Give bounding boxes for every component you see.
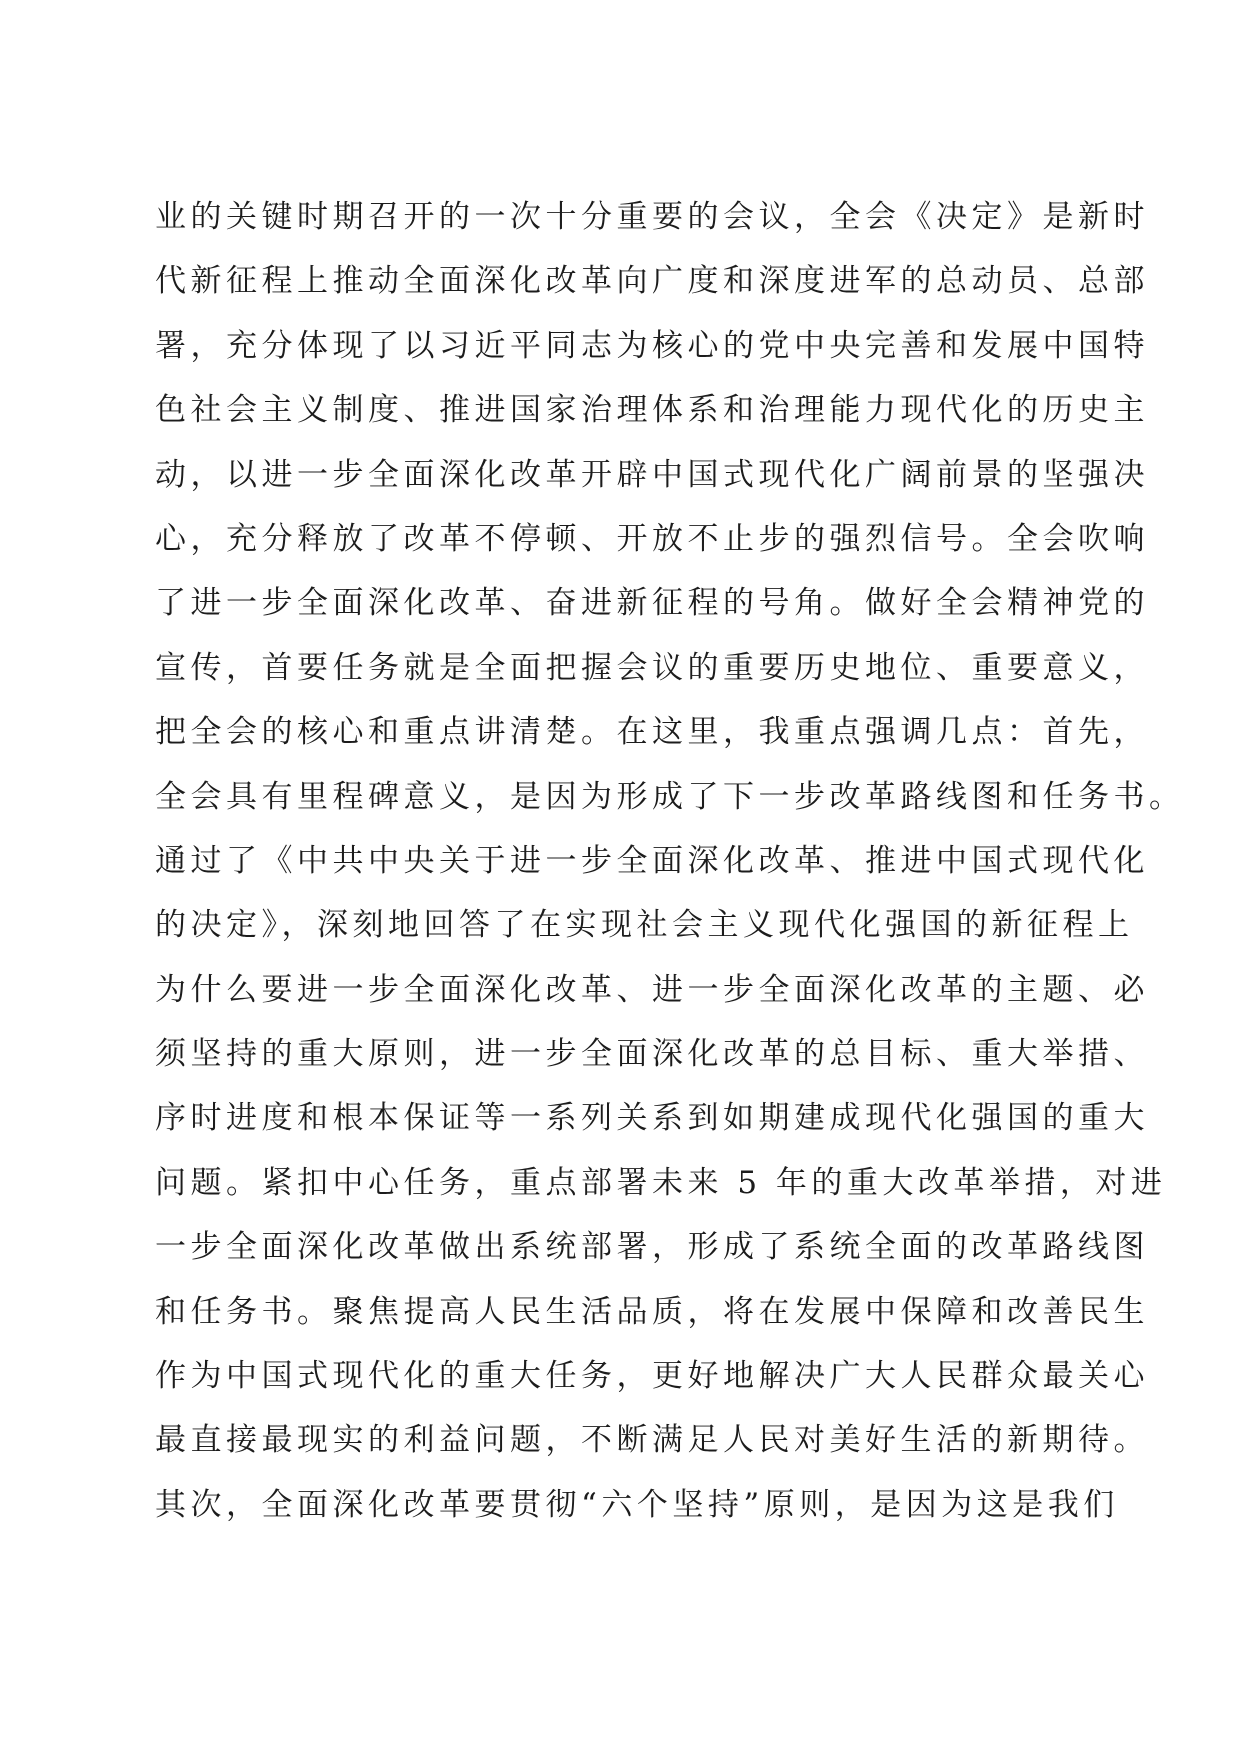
text-line: 业的关键时期召开的一次十分重要的会议，全会《决定》是新时 xyxy=(155,199,1149,235)
text-line: 为什么要进一步全面深化改革、进一步全面深化改革的主题、必 xyxy=(155,971,1149,1008)
text-line: 须坚持的重大原则，进一步全面深化改革的总目标、重大举措、 xyxy=(155,1036,1149,1073)
text-line: 和任务书。聚焦提高人民生活品质，将在发展中保障和改善民生 xyxy=(155,1293,1149,1330)
text-line: 代新征程上推动全面深化改革向广度和深度进军的总动员、总部 xyxy=(155,263,1149,300)
body-text xyxy=(155,185,1185,1537)
text-line: 全会具有里程碑意义，是因为形成了下一步改革路线图和任务书。 xyxy=(155,778,1185,815)
text-line: 色社会主义制度、推进国家治理体系和治理能力现代化的历史主 xyxy=(155,392,1149,429)
text-line: 最直接最现实的利益问题，不断满足人民对美好生活的新期待。 xyxy=(155,1422,1149,1459)
text-line: 通过了《中共中央关于进一步全面深化改革、推进中国式现代化 xyxy=(155,842,1149,879)
text-line: 问题。紧扣中心任务，重点部署未来 5 年的重大改革举措，对进 xyxy=(155,1164,1167,1201)
text-line: 署，充分体现了以习近平同志为核心的党中央完善和发展中国特 xyxy=(155,327,1149,364)
text-line: 把全会的核心和重点讲清楚。在这里，我重点强调几点：首先， xyxy=(155,714,1149,751)
text-line: 动，以进一步全面深化改革开辟中国式现代化广阔前景的坚强决 xyxy=(155,456,1149,493)
text-line: 作为中国式现代化的重大任务，更好地解决广大人民群众最关心 xyxy=(155,1358,1149,1395)
text-line: 了进一步全面深化改革、奋进新征程的号角。做好全会精神党的 xyxy=(155,585,1149,622)
text-line: 宣传，首要任务就是全面把握会议的重要历史地位、重要意义， xyxy=(155,649,1149,686)
text-line: 其次，全面深化改革要贯彻“六个坚持”原则，是因为这是我们 xyxy=(155,1486,1119,1523)
text-line: 的决定》，深刻地回答了在实现社会主义现代化强国的新征程上 xyxy=(155,907,1134,944)
text-line: 一步全面深化改革做出系统部署，形成了系统全面的改革路线图 xyxy=(155,1229,1149,1266)
text-line: 心，充分释放了改革不停顿、开放不止步的强烈信号。全会吹响 xyxy=(155,520,1149,557)
text-line: 序时进度和根本保证等一系列关系到如期建成现代化强国的重大 xyxy=(155,1100,1149,1137)
